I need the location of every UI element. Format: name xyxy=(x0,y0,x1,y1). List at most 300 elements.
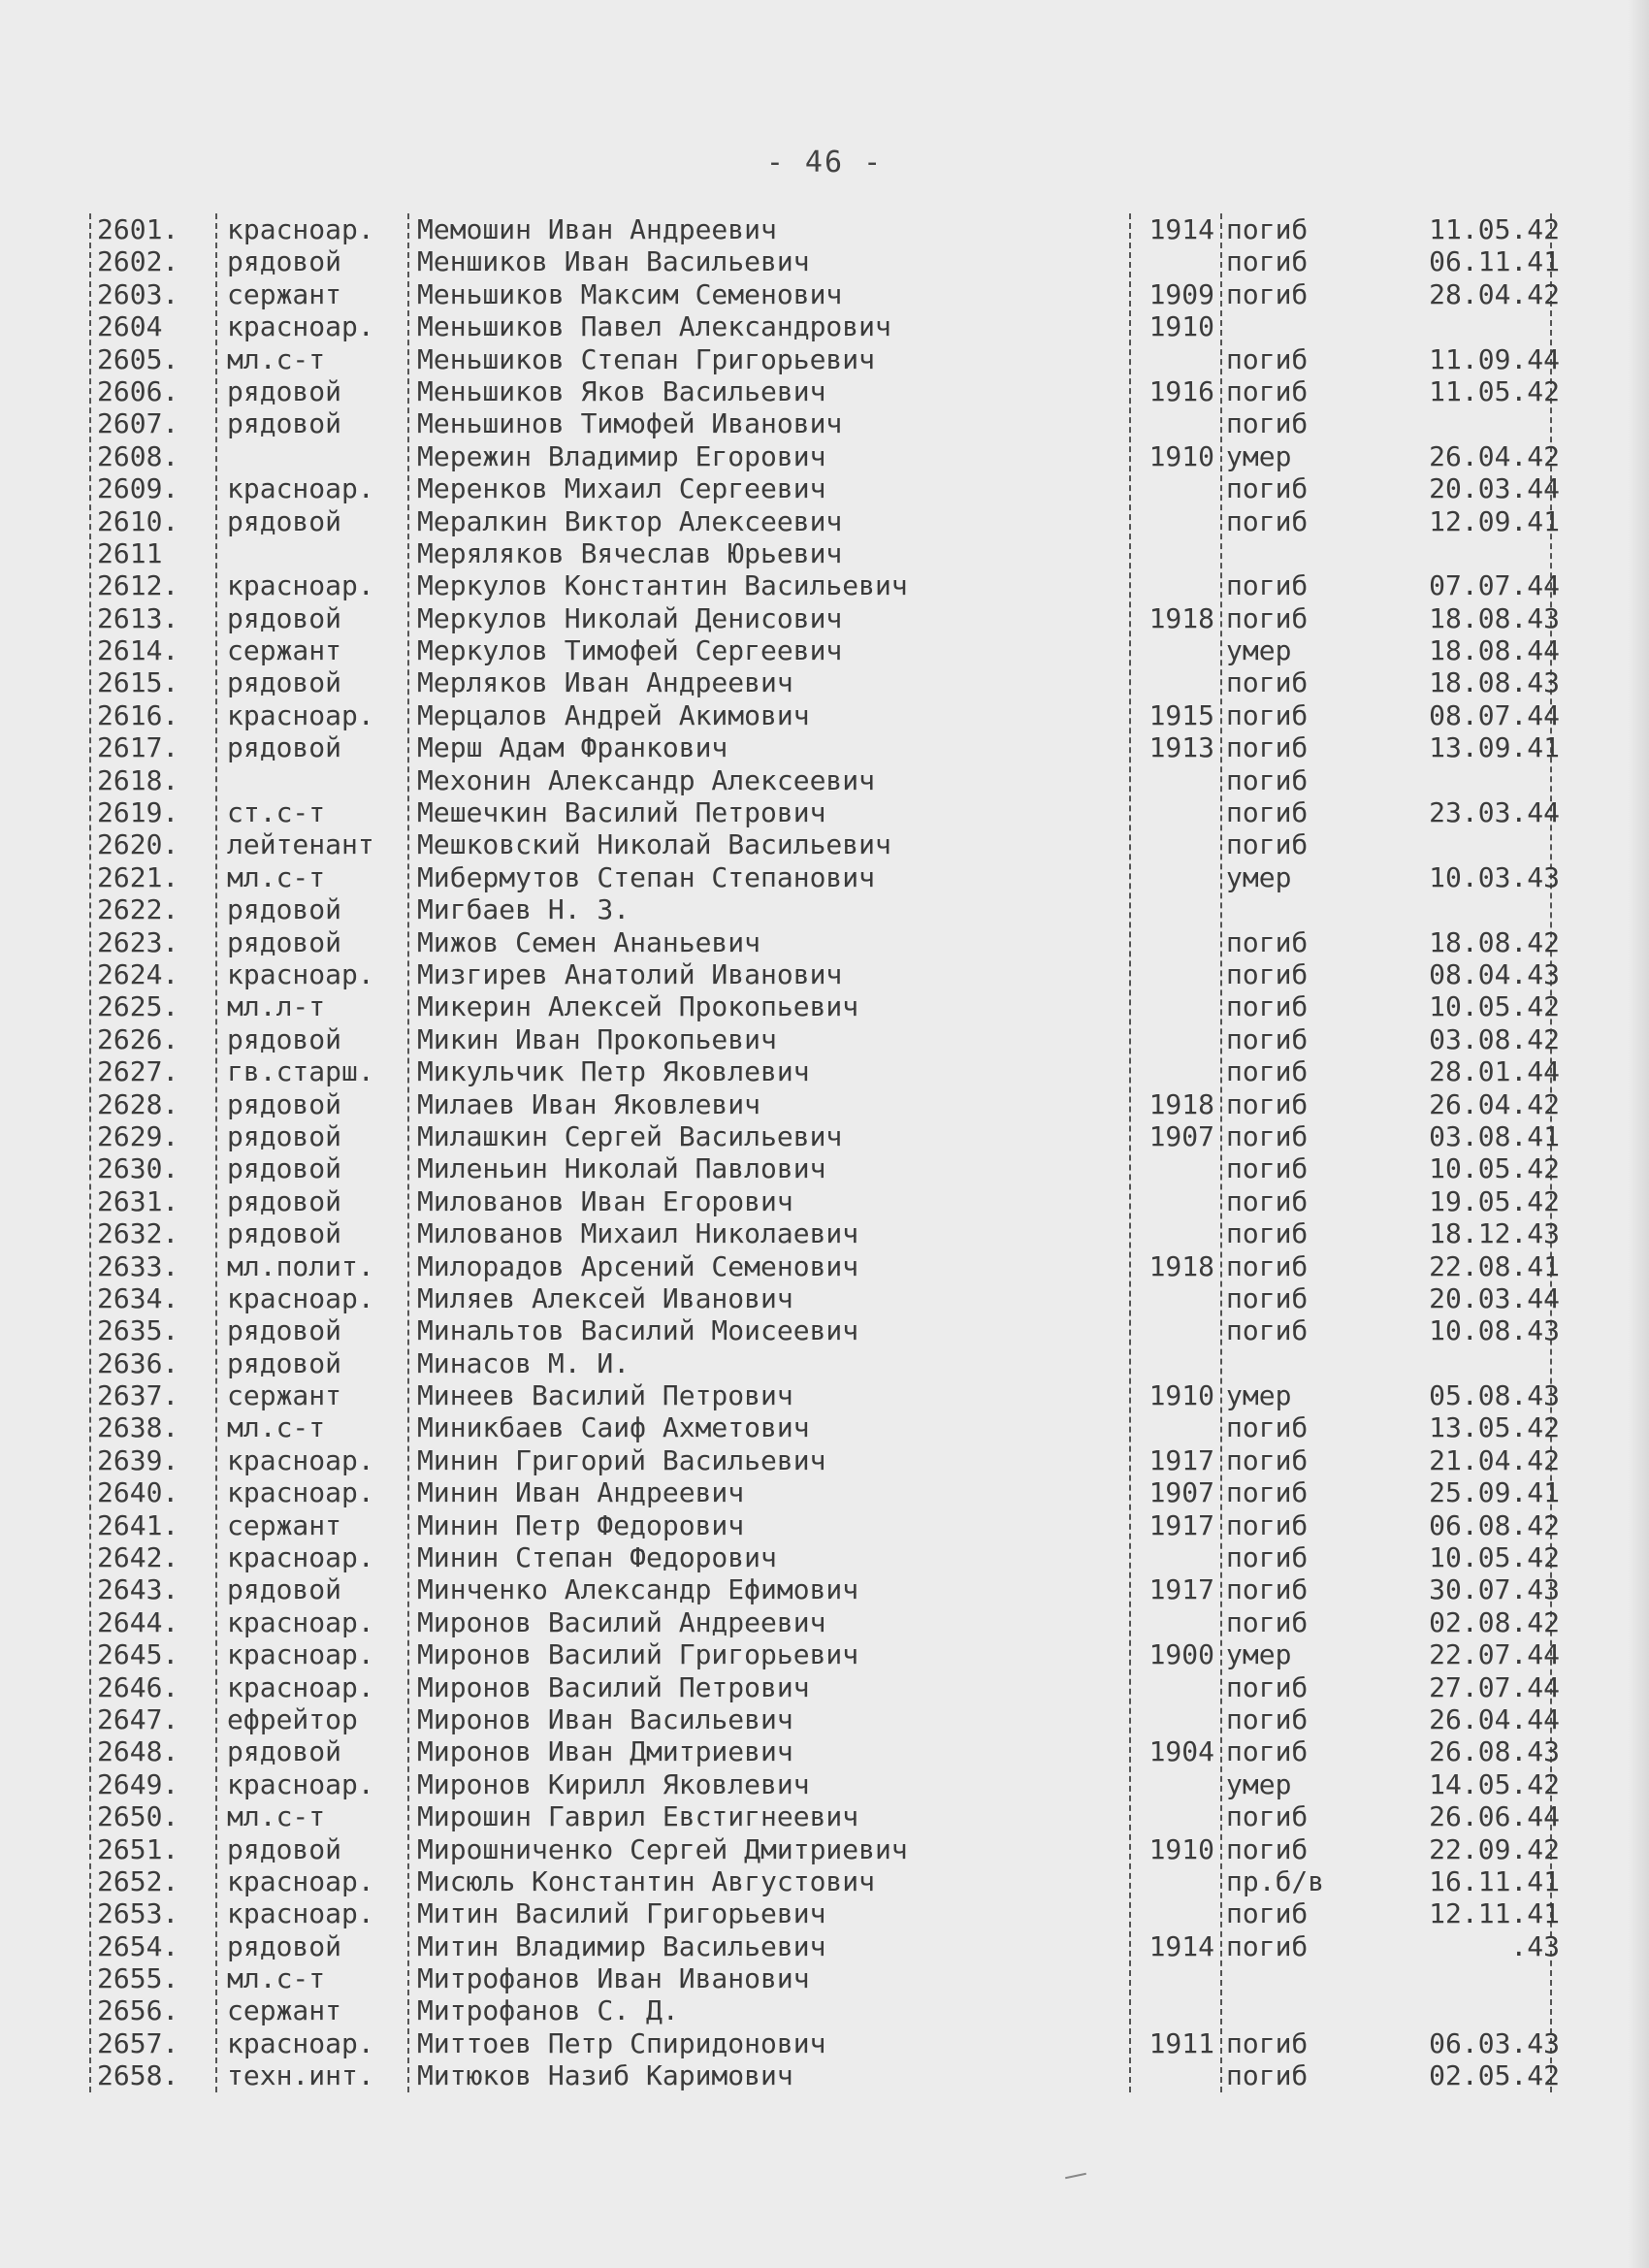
table-row xyxy=(89,1606,1564,1638)
record-number: 2629. xyxy=(97,1119,179,1152)
record-number: 2640. xyxy=(97,1476,179,1509)
table-row xyxy=(89,1185,1564,1217)
fate-status: погиб xyxy=(1226,1184,1309,1217)
table-row xyxy=(89,537,1564,569)
date-of-death: 25.09.41 xyxy=(1429,1476,1560,1509)
fate-status: умер xyxy=(1226,1638,1292,1671)
date-of-death: 19.05.42 xyxy=(1429,1184,1560,1217)
military-rank: рядовой xyxy=(227,1346,342,1379)
birth-year: 1918 xyxy=(1148,1249,1214,1282)
full-name: Минченко Александр Ефимович xyxy=(417,1573,859,1606)
military-rank: мл.с-т xyxy=(227,1962,326,1995)
table-row xyxy=(89,1994,1564,2026)
record-number: 2654. xyxy=(97,1929,179,1962)
full-name: Миляев Алексей Иванович xyxy=(417,1281,793,1314)
record-number: 2604 xyxy=(97,310,163,343)
fate-status: погиб xyxy=(1226,1152,1309,1185)
record-number: 2606. xyxy=(97,374,179,407)
date-of-death: 20.03.44 xyxy=(1429,472,1560,505)
full-name: Миникбаев Саиф Ахметович xyxy=(417,1411,810,1444)
full-name: Меньшиков Максим Семенович xyxy=(417,277,843,310)
table-row xyxy=(89,1023,1564,1055)
military-rank: рядовой xyxy=(227,245,342,278)
record-number: 2647. xyxy=(97,1702,179,1735)
fate-status: погиб xyxy=(1226,374,1309,407)
date-of-death: 18.08.43 xyxy=(1429,666,1560,699)
full-name: Мерцалов Андрей Акимович xyxy=(417,698,810,731)
birth-year: 1900 xyxy=(1148,1638,1214,1671)
full-name: Милованов Михаил Николаевич xyxy=(417,1217,859,1250)
record-number: 2630. xyxy=(97,1152,179,1185)
military-rank: мл.с-т xyxy=(227,860,326,893)
military-rank: красноар. xyxy=(227,1541,374,1574)
fate-status: погиб xyxy=(1226,1217,1309,1250)
fate-status: погиб xyxy=(1226,1832,1309,1865)
casualty-register-table xyxy=(89,213,1564,2092)
date-of-death: 02.08.42 xyxy=(1429,1605,1560,1638)
table-row xyxy=(89,440,1564,472)
fate-status: погиб xyxy=(1226,1605,1309,1638)
date-of-death: 10.05.42 xyxy=(1429,1541,1560,1574)
birth-year: 1915 xyxy=(1148,698,1214,731)
full-name: Меньшиков Степан Григорьевич xyxy=(417,342,876,375)
table-row xyxy=(89,1962,1564,1994)
military-rank: мл.полит. xyxy=(227,1249,374,1282)
table-row xyxy=(89,926,1564,958)
date-of-death: 02.05.42 xyxy=(1429,2059,1560,2092)
fate-status: погиб xyxy=(1226,1508,1309,1541)
fate-status: погиб xyxy=(1226,925,1309,958)
record-number: 2650. xyxy=(97,1800,179,1833)
date-of-death: 10.08.43 xyxy=(1429,1314,1560,1347)
fate-status: погиб xyxy=(1226,1022,1309,1055)
table-row xyxy=(89,1800,1564,1832)
full-name: Митрофанов Иван Иванович xyxy=(417,1962,810,1995)
record-number: 2617. xyxy=(97,731,179,764)
military-rank: красноар. xyxy=(227,310,374,343)
fate-status: погиб xyxy=(1226,1929,1309,1962)
record-number: 2653. xyxy=(97,1897,179,1930)
date-of-death: 11.09.44 xyxy=(1429,342,1560,375)
full-name: Меряляков Вячеслав Юрьевич xyxy=(417,536,843,569)
table-row xyxy=(89,1347,1564,1379)
full-name: Мехонин Александр Алексеевич xyxy=(417,763,876,796)
record-number: 2641. xyxy=(97,1508,179,1541)
military-rank: сержант xyxy=(227,634,342,667)
full-name: Минасов М. И. xyxy=(417,1346,630,1379)
fate-status: погиб xyxy=(1226,796,1309,829)
military-rank: рядовой xyxy=(227,1573,342,1606)
fate-status: погиб xyxy=(1226,1281,1309,1314)
full-name: Миронов Василий Петрович xyxy=(417,1670,810,1703)
fate-status: погиб xyxy=(1226,472,1309,505)
record-number: 2633. xyxy=(97,1249,179,1282)
record-number: 2605. xyxy=(97,342,179,375)
military-rank: рядовой xyxy=(227,601,342,634)
record-number: 2632. xyxy=(97,1217,179,1250)
full-name: Меренков Михаил Сергеевич xyxy=(417,472,826,505)
record-number: 2639. xyxy=(97,1443,179,1476)
record-number: 2620. xyxy=(97,828,179,861)
fate-status: погиб xyxy=(1226,1897,1309,1930)
record-number: 2635. xyxy=(97,1314,179,1347)
full-name: Миттоев Петр Спиридонович xyxy=(417,2026,826,2059)
table-row xyxy=(89,1444,1564,1476)
record-number: 2631. xyxy=(97,1184,179,1217)
military-rank: красноар. xyxy=(227,1281,374,1314)
record-number: 2603. xyxy=(97,277,179,310)
date-of-death: 16.11.41 xyxy=(1429,1864,1560,1897)
table-row xyxy=(89,1671,1564,1703)
record-number: 2636. xyxy=(97,1346,179,1379)
fate-status: пр.б/в xyxy=(1226,1864,1325,1897)
date-of-death: 08.07.44 xyxy=(1429,698,1560,731)
record-number: 2611 xyxy=(97,536,163,569)
page-edge xyxy=(1628,0,1649,2268)
table-row xyxy=(89,1250,1564,1282)
fate-status: умер xyxy=(1226,860,1292,893)
table-row xyxy=(89,472,1564,504)
date-of-death: 22.09.42 xyxy=(1429,1832,1560,1865)
table-row xyxy=(89,569,1564,601)
record-number: 2625. xyxy=(97,990,179,1023)
fate-status: погиб xyxy=(1226,1249,1309,1282)
military-rank: рядовой xyxy=(227,1735,342,1768)
table-row xyxy=(89,213,1564,245)
date-of-death: 12.09.41 xyxy=(1429,504,1560,537)
full-name: Меньшиков Павел Александрович xyxy=(417,310,891,343)
full-name: Мигбаев Н. З. xyxy=(417,893,630,926)
date-of-death: 22.08.41 xyxy=(1429,1249,1560,1282)
military-rank: рядовой xyxy=(227,666,342,699)
date-of-death: 14.05.42 xyxy=(1429,1767,1560,1800)
birth-year: 1914 xyxy=(1148,213,1214,245)
military-rank: красноар. xyxy=(227,213,374,245)
fate-status: погиб xyxy=(1226,2026,1309,2059)
fate-status: погиб xyxy=(1226,277,1309,310)
military-rank: рядовой xyxy=(227,925,342,958)
fate-status: погиб xyxy=(1226,763,1309,796)
table-row xyxy=(89,958,1564,990)
military-rank: красноар. xyxy=(227,957,374,990)
birth-year: 1917 xyxy=(1148,1573,1214,1606)
table-row xyxy=(89,602,1564,634)
full-name: Меркулов Николай Денисович xyxy=(417,601,843,634)
record-number: 2615. xyxy=(97,666,179,699)
full-name: Мережин Владимир Егорович xyxy=(417,439,826,472)
table-row xyxy=(89,1088,1564,1120)
military-rank: гв.старш. xyxy=(227,1055,374,1088)
record-number: 2658. xyxy=(97,2059,179,2092)
table-row xyxy=(89,1768,1564,1800)
full-name: Мибермутов Степан Степанович xyxy=(417,860,876,893)
military-rank: красноар. xyxy=(227,1767,374,1800)
date-of-death: 03.08.41 xyxy=(1429,1119,1560,1152)
military-rank: мл.с-т xyxy=(227,1411,326,1444)
military-rank: красноар. xyxy=(227,1670,374,1703)
record-number: 2607. xyxy=(97,407,179,440)
birth-year: 1910 xyxy=(1148,310,1214,343)
record-number: 2652. xyxy=(97,1864,179,1897)
fate-status: погиб xyxy=(1226,1443,1309,1476)
military-rank: рядовой xyxy=(227,1314,342,1347)
military-rank: рядовой xyxy=(227,1929,342,1962)
fate-status: погиб xyxy=(1226,1476,1309,1509)
fate-status: погиб xyxy=(1226,1411,1309,1444)
birth-year: 1913 xyxy=(1148,731,1214,764)
date-of-death: 18.08.44 xyxy=(1429,634,1560,667)
fate-status: погиб xyxy=(1226,731,1309,764)
fate-status: погиб xyxy=(1226,1702,1309,1735)
fate-status: погиб xyxy=(1226,990,1309,1023)
military-rank: сержант xyxy=(227,1994,342,2027)
record-number: 2644. xyxy=(97,1605,179,1638)
date-of-death: 26.06.44 xyxy=(1429,1800,1560,1833)
table-row xyxy=(89,699,1564,731)
military-rank: сержант xyxy=(227,277,342,310)
date-of-death: 10.03.43 xyxy=(1429,860,1560,893)
full-name: Мералкин Виктор Алексеевич xyxy=(417,504,843,537)
record-number: 2601. xyxy=(97,213,179,245)
date-of-death: 03.08.42 xyxy=(1429,1022,1560,1055)
table-row xyxy=(89,796,1564,828)
table-row xyxy=(89,861,1564,893)
date-of-death: 27.07.44 xyxy=(1429,1670,1560,1703)
record-number: 2626. xyxy=(97,1022,179,1055)
full-name: Митрофанов С. Д. xyxy=(417,1994,679,2027)
military-rank: красноар. xyxy=(227,1443,374,1476)
table-row xyxy=(89,505,1564,537)
record-number: 2638. xyxy=(97,1411,179,1444)
fate-status: погиб xyxy=(1226,1541,1309,1574)
record-number: 2619. xyxy=(97,796,179,829)
full-name: Мирошниченко Сергей Дмитриевич xyxy=(417,1832,908,1865)
record-number: 2648. xyxy=(97,1735,179,1768)
military-rank: лейтенант xyxy=(227,828,374,861)
full-name: Милаев Иван Яковлевич xyxy=(417,1087,761,1120)
date-of-death: 20.03.44 xyxy=(1429,1281,1560,1314)
date-of-death: 06.11.41 xyxy=(1429,245,1560,278)
scan-mark xyxy=(1065,2173,1086,2180)
full-name: Мизгирев Анатолий Иванович xyxy=(417,957,843,990)
full-name: Микульчик Петр Яковлевич xyxy=(417,1055,810,1088)
birth-year: 1907 xyxy=(1148,1476,1214,1509)
table-row xyxy=(89,1120,1564,1152)
table-row xyxy=(89,343,1564,375)
fate-status: погиб xyxy=(1226,2059,1309,2092)
record-number: 2627. xyxy=(97,1055,179,1088)
page-number: - 46 - xyxy=(765,146,884,179)
table-row xyxy=(89,310,1564,342)
birth-year: 1910 xyxy=(1148,1832,1214,1865)
record-number: 2608. xyxy=(97,439,179,472)
table-row xyxy=(89,666,1564,698)
record-number: 2649. xyxy=(97,1767,179,1800)
birth-year: 1917 xyxy=(1148,1443,1214,1476)
date-of-death: 26.04.42 xyxy=(1429,1087,1560,1120)
full-name: Минин Иван Андреевич xyxy=(417,1476,745,1509)
table-row xyxy=(89,375,1564,407)
table-row xyxy=(89,1282,1564,1314)
record-number: 2645. xyxy=(97,1638,179,1671)
date-of-death: 13.09.41 xyxy=(1429,731,1560,764)
table-row xyxy=(89,278,1564,310)
full-name: Мерш Адам Франкович xyxy=(417,731,728,764)
record-number: 2618. xyxy=(97,763,179,796)
military-rank: красноар. xyxy=(227,1864,374,1897)
military-rank: ефрейтор xyxy=(227,1702,358,1735)
fate-status: погиб xyxy=(1226,504,1309,537)
record-number: 2657. xyxy=(97,2026,179,2059)
date-of-death: 28.04.42 xyxy=(1429,277,1560,310)
table-row xyxy=(89,2059,1564,2091)
record-number: 2624. xyxy=(97,957,179,990)
military-rank: рядовой xyxy=(227,1217,342,1250)
fate-status: погиб xyxy=(1226,1800,1309,1833)
date-of-death: 08.04.43 xyxy=(1429,957,1560,990)
table-row xyxy=(89,1735,1564,1767)
date-of-death: 11.05.42 xyxy=(1429,213,1560,245)
table-row xyxy=(89,1411,1564,1443)
fate-status: погиб xyxy=(1226,957,1309,990)
full-name: Мижов Семен Ананьевич xyxy=(417,925,761,958)
military-rank: рядовой xyxy=(227,1184,342,1217)
full-name: Митин Владимир Васильевич xyxy=(417,1929,826,1962)
table-row xyxy=(89,1930,1564,1962)
table-row xyxy=(89,1703,1564,1735)
fate-status: погиб xyxy=(1226,342,1309,375)
table-row xyxy=(89,1865,1564,1897)
full-name: Митин Василий Григорьевич xyxy=(417,1897,826,1930)
date-of-death: 26.04.42 xyxy=(1429,439,1560,472)
date-of-death: 12.11.41 xyxy=(1429,1897,1560,1930)
date-of-death: 10.05.42 xyxy=(1429,1152,1560,1185)
table-row xyxy=(89,731,1564,763)
fate-status: погиб xyxy=(1226,1735,1309,1768)
full-name: Милорадов Арсений Семенович xyxy=(417,1249,859,1282)
fate-status: погиб xyxy=(1226,601,1309,634)
record-number: 2655. xyxy=(97,1962,179,1995)
fate-status: погиб xyxy=(1226,666,1309,699)
birth-year: 1909 xyxy=(1148,277,1214,310)
full-name: Меншиков Иван Васильевич xyxy=(417,245,810,278)
full-name: Меньшиков Яков Васильевич xyxy=(417,374,826,407)
birth-year: 1910 xyxy=(1148,439,1214,472)
date-of-death: 13.05.42 xyxy=(1429,1411,1560,1444)
military-rank: рядовой xyxy=(227,893,342,926)
record-number: 2642. xyxy=(97,1541,179,1574)
date-of-death: 10.05.42 xyxy=(1429,990,1560,1023)
full-name: Минеев Василий Петрович xyxy=(417,1379,793,1412)
record-number: 2613. xyxy=(97,601,179,634)
military-rank: красноар. xyxy=(227,2026,374,2059)
military-rank: рядовой xyxy=(227,407,342,440)
date-of-death: 06.03.43 xyxy=(1429,2026,1560,2059)
full-name: Милашкин Сергей Васильевич xyxy=(417,1119,843,1152)
record-number: 2643. xyxy=(97,1573,179,1606)
full-name: Миленьин Николай Павлович xyxy=(417,1152,826,1185)
full-name: Меньшинов Тимофей Иванович xyxy=(417,407,843,440)
birth-year: 1907 xyxy=(1148,1119,1214,1152)
birth-year: 1918 xyxy=(1148,1087,1214,1120)
military-rank: красноар. xyxy=(227,1476,374,1509)
fate-status: погиб xyxy=(1226,1119,1309,1152)
fate-status: погиб xyxy=(1226,1055,1309,1088)
full-name: Миронов Иван Васильевич xyxy=(417,1702,793,1735)
fate-status: погиб xyxy=(1226,1670,1309,1703)
fate-status: погиб xyxy=(1226,1087,1309,1120)
military-rank: красноар. xyxy=(227,698,374,731)
date-of-death: 26.08.43 xyxy=(1429,1735,1560,1768)
table-row xyxy=(89,1217,1564,1249)
record-number: 2656. xyxy=(97,1994,179,2027)
date-of-death: 21.04.42 xyxy=(1429,1443,1560,1476)
birth-year: 1916 xyxy=(1148,374,1214,407)
table-row xyxy=(89,1476,1564,1508)
record-number: 2623. xyxy=(97,925,179,958)
full-name: Митюков Назиб Каримович xyxy=(417,2059,793,2092)
date-of-death: 30.07.43 xyxy=(1429,1573,1560,1606)
fate-status: погиб xyxy=(1226,213,1309,245)
table-row xyxy=(89,1152,1564,1184)
full-name: Милованов Иван Егорович xyxy=(417,1184,793,1217)
fate-status: умер xyxy=(1226,634,1292,667)
full-name: Минин Григорий Васильевич xyxy=(417,1443,826,1476)
date-of-death: 18.08.42 xyxy=(1429,925,1560,958)
full-name: Микин Иван Прокопьевич xyxy=(417,1022,777,1055)
fate-status: умер xyxy=(1226,1379,1292,1412)
date-of-death: 06.08.42 xyxy=(1429,1508,1560,1541)
military-rank: рядовой xyxy=(227,1022,342,1055)
record-number: 2621. xyxy=(97,860,179,893)
record-number: 2637. xyxy=(97,1379,179,1412)
record-number: 2612. xyxy=(97,569,179,602)
full-name: Минин Степан Федорович xyxy=(417,1541,777,1574)
table-row xyxy=(89,893,1564,925)
table-row xyxy=(89,1541,1564,1573)
full-name: Меркулов Тимофей Сергеевич xyxy=(417,634,843,667)
table-row xyxy=(89,1314,1564,1346)
military-rank: мл.л-т xyxy=(227,990,326,1023)
table-row xyxy=(89,1509,1564,1541)
table-row xyxy=(89,990,1564,1022)
date-of-death: .43 xyxy=(1510,1929,1560,1962)
military-rank: красноар. xyxy=(227,569,374,602)
military-rank: мл.с-т xyxy=(227,342,326,375)
fate-status: погиб xyxy=(1226,1314,1309,1347)
table-row xyxy=(89,1573,1564,1605)
record-number: 2602. xyxy=(97,245,179,278)
date-of-death: 18.08.43 xyxy=(1429,601,1560,634)
military-rank: рядовой xyxy=(227,374,342,407)
date-of-death: 05.08.43 xyxy=(1429,1379,1560,1412)
fate-status: погиб xyxy=(1226,698,1309,731)
record-number: 2628. xyxy=(97,1087,179,1120)
military-rank: красноар. xyxy=(227,1897,374,1930)
fate-status: погиб xyxy=(1226,828,1309,861)
full-name: Меркулов Константин Васильевич xyxy=(417,569,908,602)
full-name: Мерляков Иван Андреевич xyxy=(417,666,793,699)
military-rank: красноар. xyxy=(227,1605,374,1638)
military-rank: рядовой xyxy=(227,1119,342,1152)
fate-status: погиб xyxy=(1226,407,1309,440)
fate-status: умер xyxy=(1226,1767,1292,1800)
fate-status: погиб xyxy=(1226,1573,1309,1606)
table-row xyxy=(89,1897,1564,1929)
full-name: Мемошин Иван Андреевич xyxy=(417,213,777,245)
table-row xyxy=(89,764,1564,796)
date-of-death: 07.07.44 xyxy=(1429,569,1560,602)
